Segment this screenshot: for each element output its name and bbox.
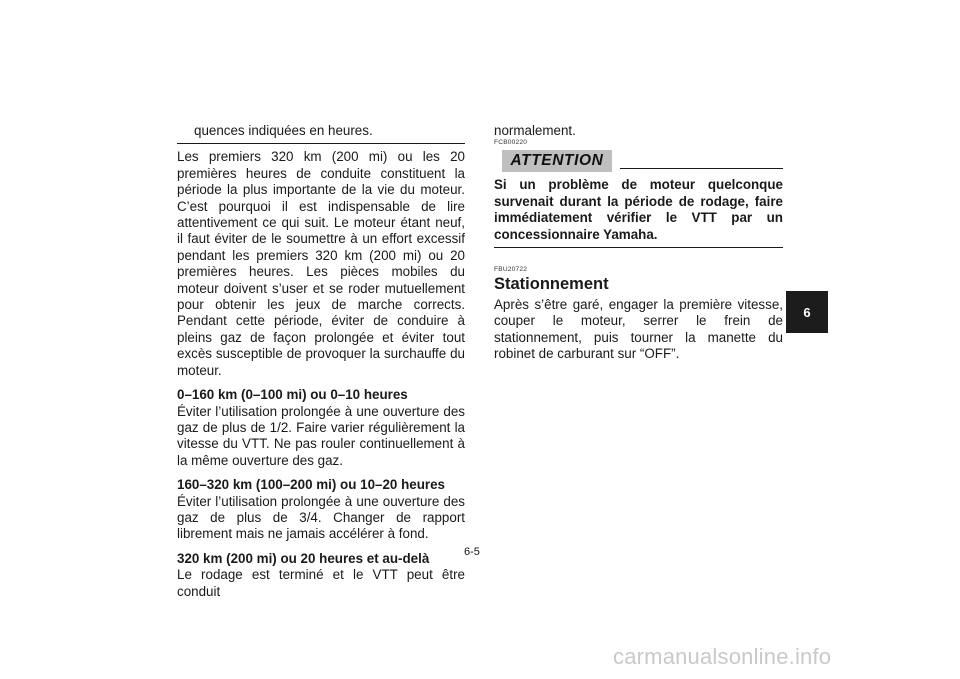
attention-badge	[502, 150, 612, 172]
intro-paragraph: Les premiers 320 km (200 mi) ou les 20 premières heures de conduite constituent la période la plus importante de la vie du moteur. C’est pourquoi il est indispensable de lire attentivement ce qui suit. Le moteur étant neuf, il faut éviter de le soumettre à un effort excessif pendant les premiers 320 km (200 mi) ou 20 premières heures. Les pièces mobiles du moteur doivent s’user et se roder mutuellement pour obtenir les jeux de marche corrects. Pendant cette période, éviter de conduire à pleins gaz de façon prolongée et éviter tout excès susceptible de provoquer la surchauffe du moteur.	[177, 149, 465, 378]
stage-2-body: Éviter l’utilisation prolongée à une ouverture des gaz de plus de 3/4. Changer de rapport librement mais ne jamais accélérer à fond.	[177, 493, 465, 542]
section-title: Stationnement	[494, 275, 609, 294]
attention-text: Si un problème de moteur quelconque survenait durant la période de rodage, faire immédiatement vérifier le VTT par un concessionnaire Yamaha.	[494, 177, 783, 242]
continuation-text: normalement.	[494, 123, 576, 138]
attention-bottom-rule	[494, 247, 783, 248]
divider-line	[177, 143, 465, 144]
watermark: carmanualsonline.info	[613, 644, 832, 669]
stage-3-heading: 320 km (200 mi) ou 20 heures et au-delà	[177, 550, 430, 566]
attention-header	[494, 149, 783, 175]
right-column	[494, 123, 783, 363]
stage-1-body: Éviter l’utilisation prolongée à une ouverture des gaz de plus de 1/2. Faire varier régulièrement la vitesse du VTT. Ne pas rouler continuellement à la même ouverture des gaz.	[177, 403, 465, 468]
attention-label: ATTENTION	[510, 152, 604, 170]
lead-text: quences indiquées en heures.	[194, 123, 373, 138]
page-number: 6-5	[464, 546, 480, 558]
attention-rule	[620, 168, 783, 169]
section-code: FBU20722	[494, 266, 528, 274]
chapter-tab: 6	[786, 291, 828, 333]
stage-3-body: Le rodage est terminé et le VTT peut être conduit	[177, 567, 465, 599]
stage-1-heading: 0–160 km (0–100 mi) ou 0–10 heures	[177, 387, 408, 403]
section-body: Après s’être garé, engager la première vitesse, couper le moteur, serrer le frein de stationnement, puis tourner la manette du robinet de carburant sur “OFF”.	[494, 297, 783, 362]
left-column	[177, 123, 465, 600]
attention-code: FCB00220	[494, 139, 528, 147]
stage-2-heading: 160–320 km (100–200 mi) ou 10–20 heures	[177, 477, 445, 493]
